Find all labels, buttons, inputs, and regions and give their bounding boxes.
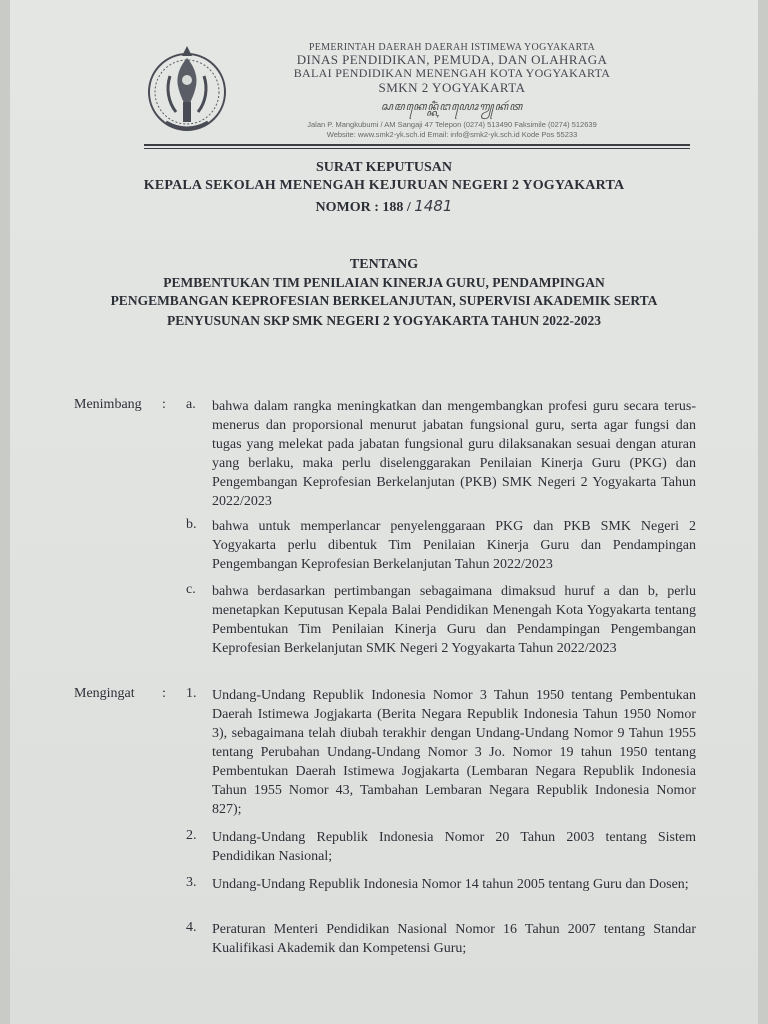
letterhead-contact: Website: www.smk2-yk.sch.id Email: info@smk2-yk.sch.id Kode Pos 55233 bbox=[326, 130, 578, 139]
mengingat-mark-4: 4. bbox=[186, 920, 197, 935]
government-crest-icon bbox=[144, 40, 230, 140]
menimbang-mark-b: b. bbox=[186, 517, 197, 532]
decree-issuer: KEPALA SEKOLAH MENENGAH KEJURUAN NEGERI 2 YOGYAKARTA bbox=[143, 178, 625, 193]
mengingat-mark-1: 1. bbox=[186, 686, 197, 701]
menimbang-colon: : bbox=[162, 397, 166, 412]
mengingat-mark-3: 3. bbox=[186, 875, 197, 890]
menimbang-mark-c: c. bbox=[186, 582, 196, 597]
document-page bbox=[10, 0, 758, 1024]
subject-line-3: PENYUSUNAN SKP SMK NEGERI 2 YOGYAKARTA TAHUN 2022-2023 bbox=[167, 313, 601, 328]
subject-heading: TENTANG bbox=[349, 257, 419, 272]
menimbang-label: Menimbang bbox=[74, 397, 142, 412]
letterhead-school: SMKN 2 YOGYAKARTA bbox=[378, 80, 526, 95]
letterhead-address: Jalan P. Mangkubumi / AM Sangaji 47 Telepon (0274) 513490 Faksimile (0274) 512639 bbox=[307, 120, 597, 129]
decree-number bbox=[10, 197, 758, 216]
mengingat-item-4: Peraturan Menteri Pendidikan Nasional Nomor 16 Tahun 2007 tentang Standar Kualifikasi Akademik dan Kompetensi Guru; bbox=[212, 922, 696, 956]
letterhead-office: BALAI PENDIDIKAN MENENGAH KOTA YOGYAKARTA bbox=[293, 66, 611, 80]
mengingat-label: Mengingat bbox=[74, 686, 135, 701]
decree-number-label: NOMOR : 188 / bbox=[315, 200, 411, 215]
menimbang-item-c: bahwa berdasarkan pertimbangan sebagaimana dimaksud huruf a dan b, perlu menetapkan Keputusan Kepala Balai Pendidikan Menengah Kota Yogyakarta tentang Pembentukan Tim Penilaian Kinerja Guru dan Pendampingan Pengembangan Keprofesian Berkelanjutan SMK Negeri 2 Yogyakarta Tahun 2022/2023 bbox=[212, 584, 696, 656]
mengingat-item-3: Undang-Undang Republik Indonesia Nomor 14 tahun 2005 tentang Guru dan Dosen; bbox=[212, 877, 689, 892]
letterhead-divider bbox=[144, 144, 690, 146]
menimbang-mark-a: a. bbox=[186, 397, 196, 412]
mengingat-item-2: Undang-Undang Republik Indonesia Nomor 20 Tahun 2003 tentang Sistem Pendidikan Nasional; bbox=[212, 830, 696, 864]
letterhead-government: PEMERINTAH DAERAH DAERAH ISTIMEWA YOGYAKARTA bbox=[308, 42, 596, 53]
mengingat-item-1: Undang-Undang Republik Indonesia Nomor 3 Tahun 1950 tentang Pembentukan Daerah Istimewa Jogjakarta (Berita Negara Republik Indonesia Tahun 1950 Nomor 3), sebagaimana telah diubah terakhir dengan Undang-Undang Nomor 9 Tahun 1955 tentang Perubahan Undang-Undang Nomor 3 Jo. Nomor 19 tahun 1950 tentang Pembentukan Daerah Istimewa Jogjakarta (Lembaran Negara Republik Indonesia Tahun 1955 Nomor 43, Tambahan Lembaran Negara Republik Indonesia Nomor 827); bbox=[212, 688, 696, 817]
subject-line-1: PEMBENTUKAN TIM PENILAIAN KINERJA GURU, PENDAMPINGAN bbox=[163, 275, 605, 290]
letterhead-divider-thin bbox=[144, 148, 690, 149]
menimbang-item-b: bahwa untuk memperlancar penyelenggaraan PKG dan PKB SMK Negeri 2 Yogyakarta perlu dibentuk Tim Penilaian Kinerja Guru dan Pendampingan Pengembangan Keprofesian Berkelanjutan Tahun 2022/2023 bbox=[212, 519, 696, 572]
decree-number-handwritten: 1481 bbox=[414, 197, 453, 215]
subject-line-2: PENGEMBANGAN KEPROFESIAN BERKELANJUTAN, SUPERVISI AKADEMIK SERTA bbox=[110, 293, 658, 308]
decree-title: SURAT KEPUTUSAN bbox=[315, 160, 452, 175]
mengingat-colon: : bbox=[162, 686, 166, 701]
menimbang-item-a: bahwa dalam rangka meningkatkan dan mengembangkan profesi guru secara terus-menerus dan proporsional menurut jabatan fungsional guru, serta agar fungsi dan tugas yang melekat pada jabatan fungsional guru dilaksanakan sesuai dengan aturan yang berlaku, maka perlu diselenggarakan Penilaian Kinerja Guru (PKG) dan Pengembangan Keprofesian Berkelanjutan (PKB) SMK Negeri 2 Yogyakarta Tahun 2022/2023 bbox=[212, 399, 696, 509]
mengingat-mark-2: 2. bbox=[186, 828, 197, 843]
letterhead-javanese-script: ꦱꦩꦏꦺꦤ꧀ꦏꦶꦁꦔꦪꦺꦴꦒꦾꦏꦂꦠ bbox=[380, 101, 524, 113]
letterhead-department: DINAS PENDIDIKAN, PEMUDA, DAN OLAHRAGA bbox=[296, 52, 608, 67]
